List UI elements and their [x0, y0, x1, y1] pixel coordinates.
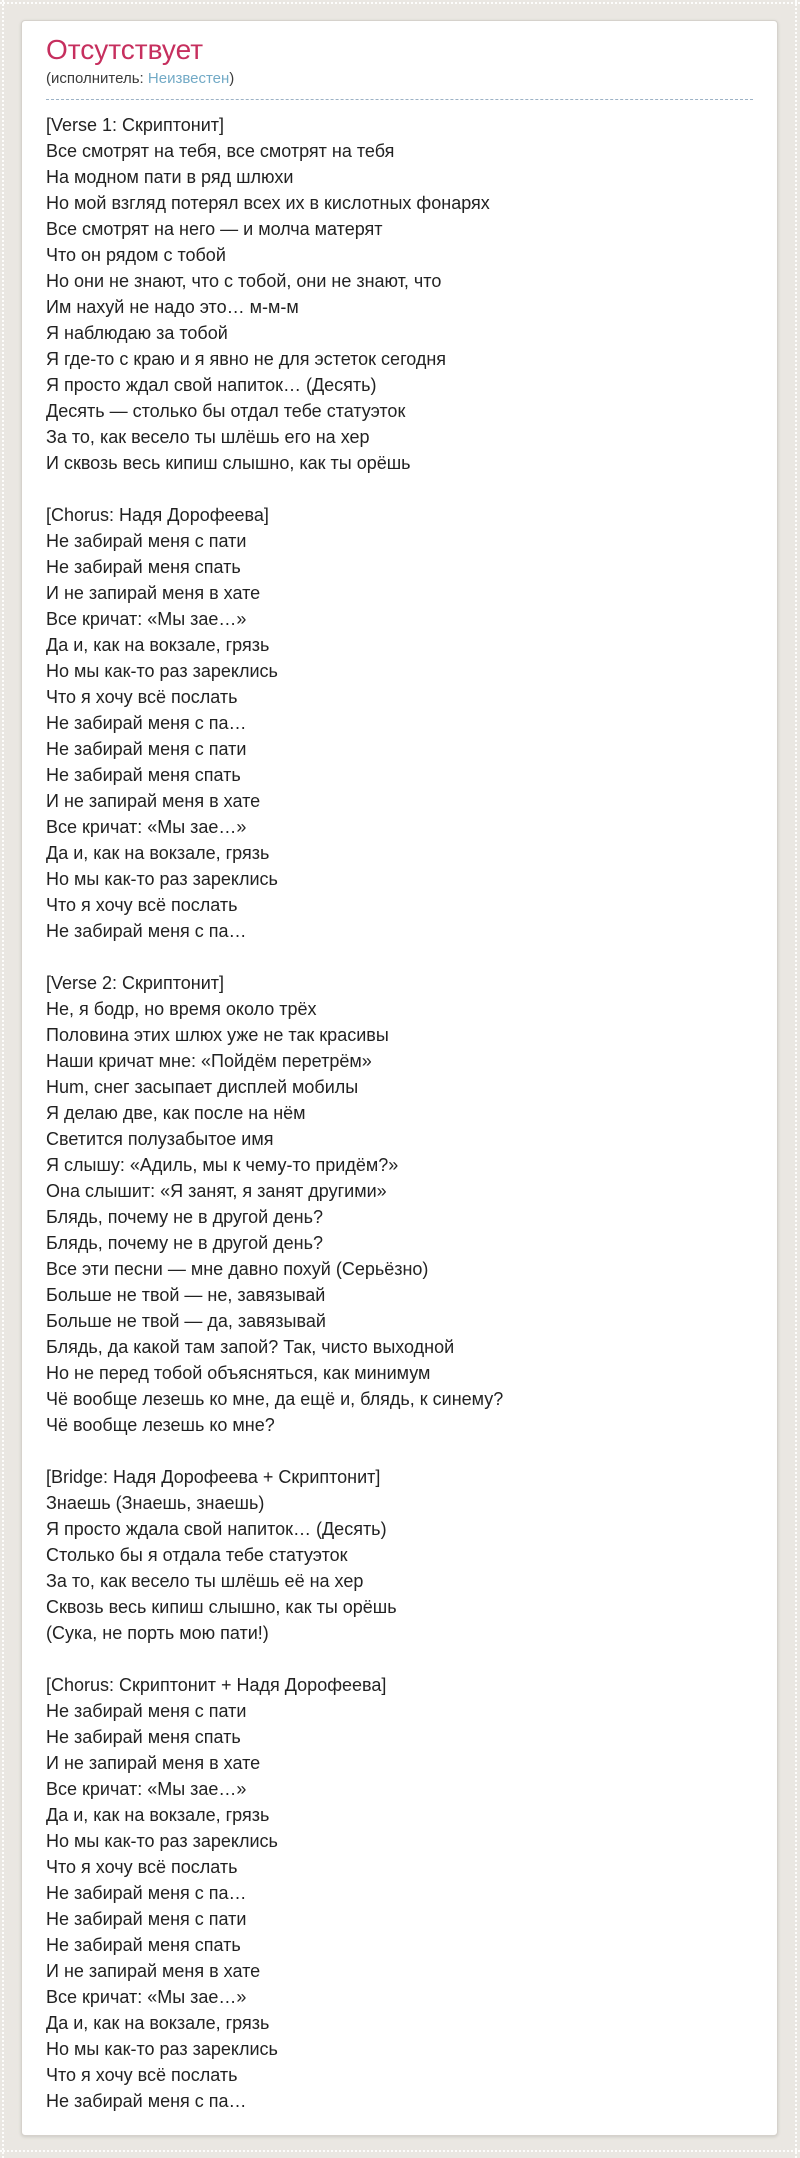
lyric-line: И не запирай меня в хате [46, 1753, 261, 1773]
lyric-line: Что я хочу всё послать [46, 2065, 238, 2085]
lyric-line: За то, как весело ты шлёшь её на хер [46, 1571, 364, 1591]
lyric-line: Да и, как на вокзале, грязь [46, 843, 270, 863]
lyric-line: Я где-то с краю и я явно не для эстеток сегодня [46, 349, 447, 369]
lyric-line: Блядь, почему не в другой день? [46, 1207, 323, 1227]
lyric-line: Все эти песни — мне давно похуй (Серьёзно) [46, 1259, 429, 1279]
lyric-line: На модном пати в ряд шлюхи [46, 167, 294, 187]
artist-line [46, 69, 753, 89]
lyric-line: И не запирай меня в хате [46, 583, 261, 603]
lyric-line: Наши кричат мне: «Пойдём перетрём» [46, 1051, 372, 1071]
lyric-line: Не забирай меня с пати [46, 531, 247, 551]
lyric-line: Да и, как на вокзале, грязь [46, 635, 270, 655]
lyric-line: Не забирай меня спать [46, 765, 241, 785]
lyric-line: Светится полузабытое имя [46, 1129, 274, 1149]
lyric-line: Все кричат: «Мы зае…» [46, 609, 247, 629]
lyric-line: Не забирай меня спать [46, 1727, 241, 1747]
lyric-line: (Сука, не порть мою пати!) [46, 1623, 269, 1643]
lyrics [46, 112, 753, 2114]
artist-label-prefix: (исполнитель: [46, 70, 144, 87]
lyric-line: Блядь, да какой там запой? Так, чисто выходной [46, 1337, 455, 1357]
lyric-line: Не, я бодр, но время около трёх [46, 999, 317, 1019]
lyric-line: Что я хочу всё послать [46, 1857, 238, 1877]
lyric-line: [Chorus: Скриптонит + Надя Дорофеева] [46, 1675, 387, 1695]
lyric-line: Hum, снег засыпает дисплей мобилы [46, 1077, 359, 1097]
lyric-line: Но не перед тобой объясняться, как минимум [46, 1363, 431, 1383]
song-header [46, 33, 753, 100]
lyric-line: Но мы как-то раз зареклись [46, 2039, 278, 2059]
texture-stitch-top [0, 2, 800, 4]
lyric-line: Не забирай меня с па… [46, 2091, 247, 2111]
lyric-line: Не забирай меня с па… [46, 921, 247, 941]
lyric-line: Все смотрят на него — и молча матерят [46, 219, 383, 239]
lyric-line: Она слышит: «Я занят, я занят другими» [46, 1181, 387, 1201]
lyric-line: Знаешь (Знаешь, знаешь) [46, 1493, 265, 1513]
lyric-line: Не забирай меня с па… [46, 713, 247, 733]
stanza [46, 1672, 753, 2114]
lyric-line: И не запирай меня в хате [46, 1961, 261, 1981]
stanza [46, 502, 753, 944]
lyric-line: Но мой взгляд потерял всех их в кислотных фонарях [46, 193, 490, 213]
lyric-line: Чё вообще лезешь ко мне? [46, 1415, 275, 1435]
lyric-line: [Bridge: Надя Дорофеева + Скриптонит] [46, 1467, 381, 1487]
lyric-line: Но мы как-то раз зареклись [46, 869, 278, 889]
lyric-line: Десять — столько бы отдал тебе статуэток [46, 401, 406, 421]
texture-stitch-left [2, 0, 4, 2158]
lyric-line: Что я хочу всё послать [46, 687, 238, 707]
lyric-line: Что он рядом с тобой [46, 245, 226, 265]
lyric-line: Больше не твой — да, завязывай [46, 1311, 326, 1331]
lyric-line: Больше не твой — не, завязывай [46, 1285, 326, 1305]
lyric-line: Все кричат: «Мы зае…» [46, 817, 247, 837]
lyric-line: Чё вообще лезешь ко мне, да ещё и, блядь, к синему? [46, 1389, 504, 1409]
lyric-line: Я слышу: «Адиль, мы к чему-то придём?» [46, 1155, 399, 1175]
page-title: Отсутствует [46, 34, 204, 65]
lyric-line: Да и, как на вокзале, грязь [46, 1805, 270, 1825]
lyric-line: Я наблюдаю за тобой [46, 323, 228, 343]
texture-stitch-bottom [0, 2150, 800, 2152]
lyric-line: Столько бы я отдала тебе статуэток [46, 1545, 348, 1565]
lyric-line: Не забирай меня с пати [46, 739, 247, 759]
lyric-line: И не запирай меня в хате [46, 791, 261, 811]
lyric-line: Я просто ждала свой напиток… (Десять) [46, 1519, 387, 1539]
lyric-line: Не забирай меня с пати [46, 1909, 247, 1929]
lyric-line: Да и, как на вокзале, грязь [46, 2013, 270, 2033]
lyric-line: Но мы как-то раз зареклись [46, 1831, 278, 1851]
lyric-line: Но они не знают, что с тобой, они не знают, что [46, 271, 442, 291]
lyric-line: Все кричат: «Мы зае…» [46, 1779, 247, 1799]
lyric-line: Но мы как-то раз зареклись [46, 661, 278, 681]
lyric-line: Что я хочу всё послать [46, 895, 238, 915]
lyric-line: [Verse 1: Скриптонит] [46, 115, 225, 135]
lyric-line: Не забирай меня с па… [46, 1883, 247, 1903]
lyric-line: [Chorus: Надя Дорофеева] [46, 505, 269, 525]
texture-stitch-right [795, 0, 797, 2158]
lyric-line: Все смотрят на тебя, все смотрят на тебя [46, 141, 395, 161]
lyric-line: Им нахуй не надо это… м-м-м [46, 297, 299, 317]
artist-link[interactable]: Неизвестен [147, 70, 230, 87]
lyric-line: [Verse 2: Скриптонит] [46, 973, 225, 993]
stanza [46, 1464, 753, 1646]
lyric-line: Не забирай меня спать [46, 1935, 241, 1955]
lyric-line: Блядь, почему не в другой день? [46, 1233, 323, 1253]
lyric-line: Я делаю две, как после на нём [46, 1103, 306, 1123]
lyric-line: За то, как весело ты шлёшь его на хер [46, 427, 370, 447]
lyric-line: И сквозь весь кипиш слышно, как ты орёшь [46, 453, 411, 473]
lyric-line: Половина этих шлюх уже не так красивы [46, 1025, 389, 1045]
stanza [46, 970, 753, 1438]
artist-label-suffix: ) [229, 70, 235, 87]
lyrics-card [21, 20, 778, 2136]
lyric-line: Не забирай меня с пати [46, 1701, 247, 1721]
lyric-line: Все кричат: «Мы зае…» [46, 1987, 247, 2007]
lyric-line: Я просто ждал свой напиток… (Десять) [46, 375, 377, 395]
lyric-line: Не забирай меня спать [46, 557, 241, 577]
stanza [46, 112, 753, 476]
lyric-line: Сквозь весь кипиш слышно, как ты орёшь [46, 1597, 397, 1617]
